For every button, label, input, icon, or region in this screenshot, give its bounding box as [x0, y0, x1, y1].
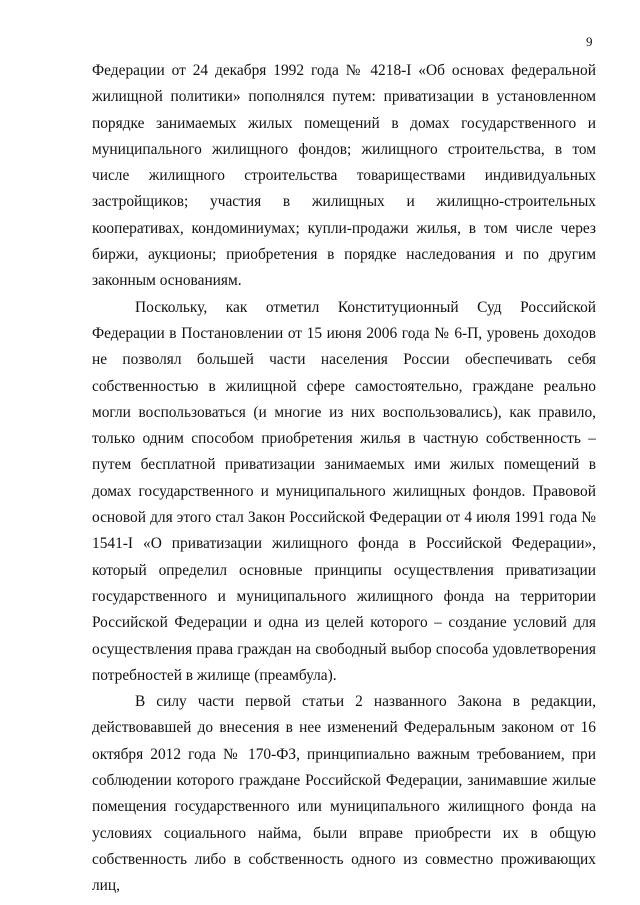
page-number: 9	[586, 34, 593, 49]
paragraph-article-2: В силу части первой статьи 2 названного Закона в редакции, действовавшей до внесения в нее изменений Федеральным законом от 16 октября 2012 года № 170-ФЗ, принципиально важным требованием, при соблюдении которого граждане Российской Федерации, занимавшие жилые помещения государственного или муниципального жилищного фонда на условиях социального найма, были вправе приобрести их в общую собственность либо в собственность одного из совместно проживающих лиц,	[92, 693, 596, 895]
paragraph-continuation: Федерации от 24 декабря 1992 года № 4218-I «Об основах федеральной жилищной политики» пополнялся путем: приватизации в установленном порядке занимаемых жилых помещений в домах государственного и муниципального жилищного фондов; жилищного строительства, в том числе жилищного строительства товариществами индивидуальных застройщиков; участия в жилищных и жилищно-строительных кооперативах, кондоминиумах; купли-продажи жилья, в том числе через биржи, аукционы; приобретения в порядке наследования и по другим законным основаниям.	[92, 62, 596, 290]
document-body	[92, 58, 596, 900]
paragraph-constitutional-court: Поскольку, как отметил Конституционный Суд Российской Федерации в Постановлении от 15 июня 2006 года № 6-П, уровень доходов не позволял большей части населения России обеспечивать себя собственностью в жилищной сфере самостоятельно, граждане реально могли воспользоваться (и многие из них воспользовались), как правило, только одним способом приобретения жилья в частную собственность – путем бесплатной приватизации занимаемых ими жилых помещений в домах государственного и муниципального жилищных фондов. Правовой основой для этого стал Закон Российской Федерации от 4 июля 1991 года № 1541-I «О приватизации жилищного фонда в Российской Федерации», который определил основные принципы осуществления приватизации государственного и муниципального жилищного фонда на территории Российской Федерации и одна из целей которого – создание условий для осуществления права граждан на свободный выбор способа удовлетворения потребностей в жилище (преамбула).	[92, 298, 596, 684]
